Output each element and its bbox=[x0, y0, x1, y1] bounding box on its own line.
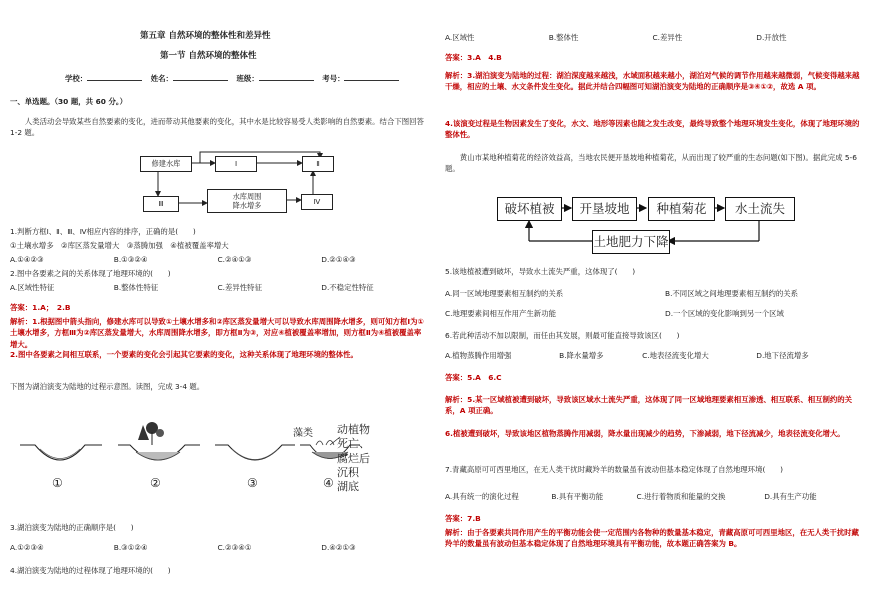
box-IV: Ⅳ bbox=[301, 194, 333, 210]
section-title: 第一节 自然环境的整体性 bbox=[160, 51, 257, 61]
intro-q3-4: 下图为湖泊演变为陆地的过程示意图。读图，完成 3-4 题。 bbox=[10, 382, 205, 391]
erosion-chain-arrows bbox=[445, 0, 860, 614]
q1-opt-a[interactable]: A.①④②③ bbox=[10, 255, 44, 264]
box-II: Ⅱ bbox=[302, 156, 334, 172]
explanation-4: 4.该演变过程是生物因素发生了变化，水文、地形等因素也随之发生改变，最终导致整个地理环境发生变化，体现了地理环境的整体性。 bbox=[445, 119, 860, 140]
q5-opt-b[interactable]: B.不同区域之间地理要素相互制约的关系 bbox=[665, 289, 799, 298]
q7-opt-d[interactable]: D.具有生产功能 bbox=[764, 492, 817, 501]
q1-opt-c[interactable]: C.②④①③ bbox=[217, 255, 252, 264]
lake-stage-4: ④ bbox=[323, 476, 334, 490]
q3-opt-b[interactable]: B.③①②④ bbox=[113, 543, 148, 552]
answer-3-4: 答案：3.A 4.B bbox=[445, 53, 502, 62]
q1-stem: 1.判断方框Ⅰ、Ⅱ、Ⅲ、Ⅳ相应内容的排序，正确的是( ) bbox=[10, 227, 196, 236]
answer-1-2: 答案：1.A； 2.B bbox=[10, 303, 71, 312]
intro-q5-6: 黄山市某地种植菊花的经济效益高，当地农民便开垦坡地种植菊花，从而出现了较严重的生态问题(如下图)。据此完成 5-6 题。 bbox=[445, 153, 857, 174]
lake-stage-3: ③ bbox=[247, 476, 258, 490]
explanation-5: 解析：5.某一区域植被遭到破坏，导致该区域水土流失严重，这体现了同一区域地理要素相互渗透、相互联系、相互制约的关系，A 项正确。 bbox=[445, 395, 853, 416]
q6-stem: 6.若此种活动不加以限制，而任由其发展，则最可能直接导致该区( ) bbox=[445, 331, 680, 340]
explanation-1: 解析：1.根据图中箭头指向，修建水库可以导致①土壤水增多和②库区蒸发量增大可以导致水库周围降水增多，则可知方框Ⅰ为①土壤水增多，方框Ⅲ为②库区蒸发量增大，水库周围降水增多，即方框Ⅱ为③，对应④植被覆盖率增加，则方框Ⅱ为④植被覆盖率增大。 bbox=[10, 317, 424, 349]
q7-stem: 7.青藏高原可可西里地区，在无人类干扰时藏羚羊的数量虽有波动但基本稳定体现了自然地理环境( ) bbox=[445, 465, 784, 474]
algae-label: 藻类 bbox=[293, 428, 313, 439]
q4-stem: 4.湖泊演变为陆地的过程体现了地理环境的( ) bbox=[10, 566, 171, 575]
q4-opt-d[interactable]: D.开放性 bbox=[756, 33, 787, 42]
q2-opt-d[interactable]: D.不稳定性特征 bbox=[321, 283, 374, 292]
q2-opt-c[interactable]: C.差异性特征 bbox=[217, 283, 262, 292]
chain-box-soil-fertility-decline: 土地肥力下降 bbox=[592, 230, 670, 254]
q5-stem: 5.该地植被遭到破坏，导致水土流失严重，这体现了( ) bbox=[445, 267, 636, 276]
explanation-2: 2.图中各要素之间相互联系，一个要素的变化会引起其它要素的变化，这种关系体现了地理环境的整体性。 bbox=[10, 350, 358, 359]
q1-sub: ①土壤水增多 ②库区蒸发量增大 ③蒸腾加强 ④植被覆盖率增大 bbox=[10, 241, 229, 250]
q5-opt-d[interactable]: D.一个区域的变化影响到另一个区域 bbox=[665, 309, 784, 318]
q6-opt-c[interactable]: C.地表径流变化增大 bbox=[642, 351, 709, 360]
q5-opt-c[interactable]: C.地理要素间相互作用产生新功能 bbox=[445, 309, 556, 318]
intro-q1-2: 人类活动会导致某些自然要素的变化，进而带动其他要素的变化，其中水是比较容易受人类影响的自然要素。结合下图回答 1-2 题。 bbox=[10, 117, 424, 138]
q6-opt-b[interactable]: B.降水量增多 bbox=[559, 351, 604, 360]
part-heading: 一、单选题。（30 题，共 60 分。） bbox=[10, 97, 127, 106]
q6-options bbox=[445, 350, 860, 361]
q7-opt-a[interactable]: A.具有统一的演化过程 bbox=[445, 492, 519, 501]
q3-opt-a[interactable]: A.①②③④ bbox=[10, 543, 44, 552]
chapter-title: 第五章 自然环境的整体性和差异性 bbox=[140, 31, 271, 41]
q5-opt-a[interactable]: A.同一区域地理要素相互制约的关系 bbox=[445, 289, 564, 298]
box-I: Ⅰ bbox=[215, 156, 257, 172]
q7-options bbox=[445, 491, 860, 502]
sediment-label: 动植物 死亡、 腐烂后 沉积 湖底 bbox=[337, 423, 370, 494]
q3-opt-d[interactable]: D.④②①③ bbox=[321, 543, 356, 552]
lake-stage-1: ① bbox=[52, 476, 63, 490]
box-more-rain: 水库周围 降水增多 bbox=[207, 189, 287, 213]
q7-opt-c[interactable]: C.进行着物质和能量的交换 bbox=[636, 492, 726, 501]
q6-opt-d[interactable]: D.地下径流增多 bbox=[756, 351, 809, 360]
q4-opt-a[interactable]: A.区域性 bbox=[445, 33, 475, 42]
left-column bbox=[10, 0, 425, 614]
right-column bbox=[445, 0, 860, 614]
q2-opt-a[interactable]: A.区域性特征 bbox=[10, 283, 55, 292]
q2-opt-b[interactable]: B.整体性特征 bbox=[113, 283, 159, 292]
chain-box-plant-chrysanthemum: 种植菊花 bbox=[648, 197, 715, 221]
chain-box-soil-erosion: 水土流失 bbox=[725, 197, 795, 221]
q2-stem: 2.图中各要素之间的关系体现了地理环境的( ) bbox=[10, 269, 171, 278]
box-build-reservoir: 修建水库 bbox=[140, 156, 192, 172]
explanation-7: 解析：由于各要素共同作用产生的平衡功能会使一定范围内各物种的数量基本稳定，青藏高原可可西里地区，在无人类干扰时藏羚羊的数量虽有波动但基本稳定体现了自然地理环境具有平衡功能，故本题正确答案为 B。 bbox=[445, 528, 859, 549]
q3-stem: 3.湖泊演变为陆地的正确顺序是( ) bbox=[10, 523, 134, 532]
q7-opt-b[interactable]: B.具有平衡功能 bbox=[551, 492, 604, 501]
answer-7: 答案：7.B bbox=[445, 514, 481, 523]
lake-stage-2: ② bbox=[150, 476, 161, 490]
q1-opt-d[interactable]: D.②①④③ bbox=[321, 255, 356, 264]
q3-options bbox=[10, 542, 425, 553]
q1-opt-b[interactable]: B.①③②④ bbox=[113, 255, 148, 264]
chain-box-destroy-vegetation: 破坏植被 bbox=[497, 197, 562, 221]
q6-opt-a[interactable]: A.植物蒸腾作用增强 bbox=[445, 351, 512, 360]
q4-opt-c[interactable]: C.差异性 bbox=[652, 33, 683, 42]
q4-opt-b[interactable]: B.整体性 bbox=[548, 33, 579, 42]
chain-box-reclaim-slope: 开垦坡地 bbox=[572, 197, 637, 221]
student-info: 学校： 姓名： 班级： 考号： bbox=[65, 72, 405, 84]
box-III: Ⅲ bbox=[143, 196, 179, 212]
explanation-6: 6.植被遭到破坏，导致该地区植物蒸腾作用减弱，降水量出现减少的趋势，下渗减弱，地下径流减少，地表径流变化增大。 bbox=[445, 429, 845, 438]
explanation-3: 解析：3.湖泊演变为陆地的过程：湖泊深度越来越浅，水域面积越来越小，湖泊对气候的调节作用越来越微弱，气候变得越来越干燥，相应的土壤、水文条件发生变化。据此并结合四幅图可知湖泊演变为陆地的正确顺序是③④①②，故选 A 项。 bbox=[445, 71, 860, 92]
answer-5-6: 答案：5.A 6.C bbox=[445, 373, 502, 382]
q3-opt-c[interactable]: C.②③④① bbox=[217, 543, 252, 552]
